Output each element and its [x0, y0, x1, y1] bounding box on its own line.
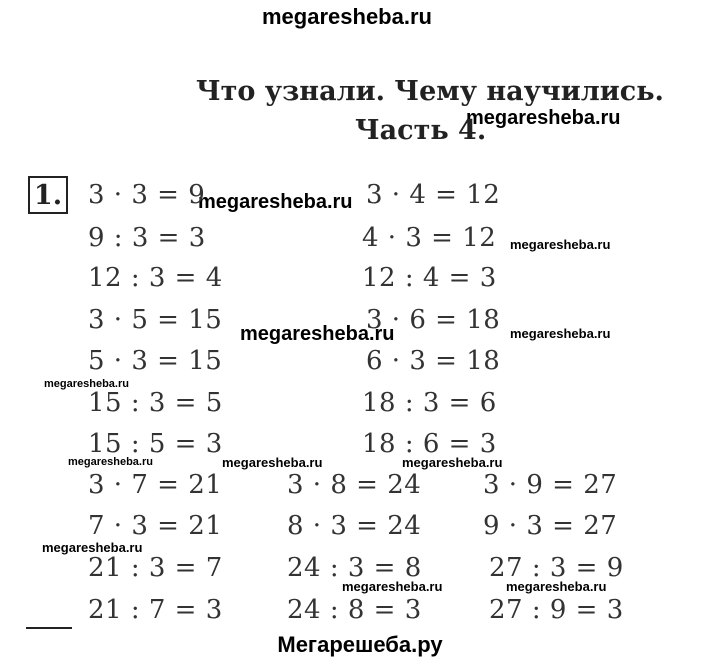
equation: 15 : 5 = 3 — [88, 429, 223, 459]
equation: 5 · 3 = 15 — [88, 346, 223, 376]
equation: 3 · 8 = 24 — [287, 470, 422, 500]
equation: 9 : 3 = 3 — [88, 223, 206, 253]
equation: 3 · 6 = 18 — [366, 305, 501, 335]
equation: 15 : 3 = 5 — [88, 388, 223, 418]
equation: 6 · 3 = 18 — [366, 346, 501, 376]
equation: 18 : 6 = 3 — [362, 429, 497, 459]
equation: 9 · 3 = 27 — [483, 511, 618, 541]
equation: 3 · 9 = 27 — [483, 470, 618, 500]
watermark-small-bottom2: megaresheba.ru — [506, 579, 607, 594]
equation: 27 : 9 = 3 — [489, 595, 624, 625]
watermark-mid: megaresheba.ru — [240, 323, 395, 345]
equation: 21 : 7 = 3 — [88, 595, 223, 625]
page-title: Что узнали. Чему научились. — [196, 76, 664, 107]
watermark-small-mid2: megaresheba.ru — [402, 455, 503, 470]
page-subtitle: Часть 4. — [355, 115, 487, 146]
watermark-header: megaresheba.ru — [466, 107, 621, 129]
watermark-small-mid1: megaresheba.ru — [222, 455, 323, 470]
equation: 27 : 3 = 9 — [489, 553, 624, 583]
exercise-number: 1. — [28, 176, 68, 214]
watermark-row1: megaresheba.ru — [198, 191, 353, 213]
equation: 24 : 8 = 3 — [287, 595, 422, 625]
equation: 3 · 5 = 15 — [88, 305, 223, 335]
equation: 7 · 3 = 21 — [88, 511, 223, 541]
watermark-top: megaresheba.ru — [262, 4, 432, 29]
equation: 18 : 3 = 6 — [362, 388, 497, 418]
footer-brand: Мегарешеба.ру — [277, 632, 443, 657]
watermark-small-right1: megaresheba.ru — [510, 237, 611, 252]
equation: 12 : 3 = 4 — [88, 263, 223, 293]
equation: 8 · 3 = 24 — [287, 511, 422, 541]
watermark-small-left3: megaresheba.ru — [42, 540, 143, 555]
divider — [26, 627, 72, 629]
equation: 12 : 4 = 3 — [362, 263, 497, 293]
watermark-small-bottom1: megaresheba.ru — [342, 579, 443, 594]
equation: 21 : 3 = 7 — [88, 553, 223, 583]
watermark-small-left1: megaresheba.ru — [44, 378, 129, 390]
watermark-small-right2: megaresheba.ru — [510, 326, 611, 341]
equation: 3 · 4 = 12 — [366, 180, 501, 210]
equation: 3 · 7 = 21 — [88, 470, 223, 500]
equation: 24 : 3 = 8 — [287, 553, 422, 583]
equation: 4 · 3 = 12 — [362, 223, 497, 253]
equation: 3 · 3 = 9 — [88, 180, 206, 210]
watermark-small-left2: megaresheba.ru — [68, 456, 153, 468]
